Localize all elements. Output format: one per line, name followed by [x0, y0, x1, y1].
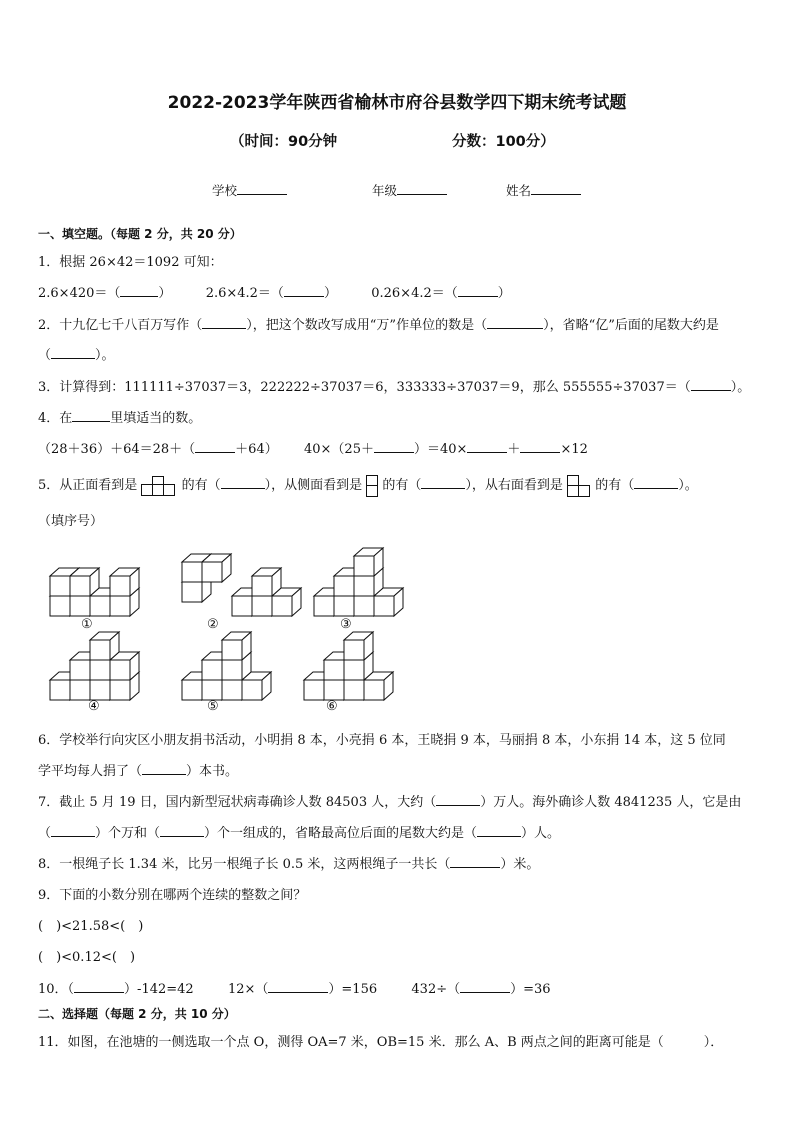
cube — [344, 632, 373, 660]
question-2-cont: （ ）。 — [38, 348, 115, 363]
question-9-b: ( )<0.12<( ) — [38, 950, 136, 965]
cube — [90, 632, 119, 660]
grade-field[interactable]: 年级 — [372, 181, 447, 199]
question-7-cont: （ ）个万和（ ）个一组成的，省略最高位后面的尾数大约是（ ）人。 — [38, 826, 561, 841]
front-view-icon — [141, 476, 177, 496]
question-11: 11．如图，在池塘的一侧选取一个点 O，测得 OA=7 米，OB=15 米．那么 A、B 两点之间的距离可能是（ ）． — [38, 1035, 724, 1050]
school-field[interactable]: 学校 — [212, 181, 287, 199]
question-4-equations: （28＋36）＋64＝28＋（ ＋64） 40×（25＋ ）＝40× ＋ ×12 — [38, 442, 588, 457]
question-8: 8．一根绳子长 1.34 米，比另一根绳子长 0.5 米，这两根绳子一共长（ ）米。 — [38, 857, 540, 872]
right-view-icon — [567, 475, 591, 497]
cube — [354, 548, 383, 576]
question-1-answers: 2.6×420＝（ ） 2.6×4.2＝（ ） 0.26×4.2＝（ ） — [38, 286, 511, 301]
exam-time: （时间：90分钟 — [230, 134, 338, 150]
cube — [252, 568, 281, 596]
question-6: 6．学校举行向灾区小朋友捐书活动，小明捐 8 本，小亮捐 6 本，王晓捐 9 本，马丽捐 8 本，小东捐 14 本，这 5 位同 — [38, 733, 726, 748]
figure-4-label: ④ — [88, 699, 100, 714]
figure-3 — [304, 540, 414, 618]
question-10: 10．（ ）-142=42 12×（ ）=156 432÷（ ）=36 — [38, 982, 551, 997]
figure-6-label: ⑥ — [326, 699, 338, 714]
figure-1 — [40, 548, 150, 618]
side-view-icon — [366, 475, 378, 497]
figure-5 — [172, 624, 282, 702]
figure-6 — [294, 628, 404, 702]
figure-2 — [172, 540, 282, 618]
exam-score: 分数：100分） — [452, 134, 555, 150]
section-heading: 一、填空题。（每题 2 分，共 20 分） — [38, 227, 242, 241]
section-heading-2: 二、选择题（每题 2 分，共 10 分） — [38, 1007, 236, 1021]
page-title: 2022-2023学年陕西省榆林市府谷县数学四下期末统考试题 — [167, 93, 627, 113]
question-9-stem: 9．下面的小数分别在哪两个连续的整数之间？ — [38, 888, 307, 903]
cube — [110, 568, 139, 596]
question-9-a: ( )<21.58<( ) — [38, 919, 144, 934]
cube — [222, 632, 251, 660]
question-2: 2．十九亿七千八百万写作（ ），把这个数改写成用“万”作单位的数是（ ），省略“亿”后面的尾数大约是 — [38, 318, 719, 333]
cube — [202, 554, 231, 582]
question-3: 3．计算得到：111111÷37037＝3，222222÷37037＝6，333333÷37037＝9，那么 555555÷37037＝（ ）。 — [38, 380, 751, 395]
question-6-cont: 学平均每人捐了（ ）本书。 — [38, 764, 239, 779]
figure-5-label: ⑤ — [207, 699, 219, 714]
question-5-note: （填序号） — [38, 514, 104, 529]
question-5: 5．从正面看到是 的有（ ），从侧面看到是 的有（ ），从右面看到是 的有（ ）。 — [38, 474, 698, 497]
name-field[interactable]: 姓名 — [506, 181, 581, 199]
figure-3-label: ③ — [340, 617, 352, 632]
question-7: 7．截止 5 月 19 日，国内新型冠状病毒确诊人数 84503 人，大约（ ）万人。海外确诊人数 4841235 人，它是由 — [38, 795, 742, 810]
question-1-stem: 1．根据 26×42＝1092 可知： — [38, 255, 223, 270]
cube — [70, 568, 99, 596]
question-4-stem: 4．在 里填适当的数。 — [38, 411, 202, 426]
figure-4 — [40, 632, 150, 702]
figure-2-label: ② — [207, 617, 219, 632]
figure-1-label: ① — [81, 617, 93, 632]
